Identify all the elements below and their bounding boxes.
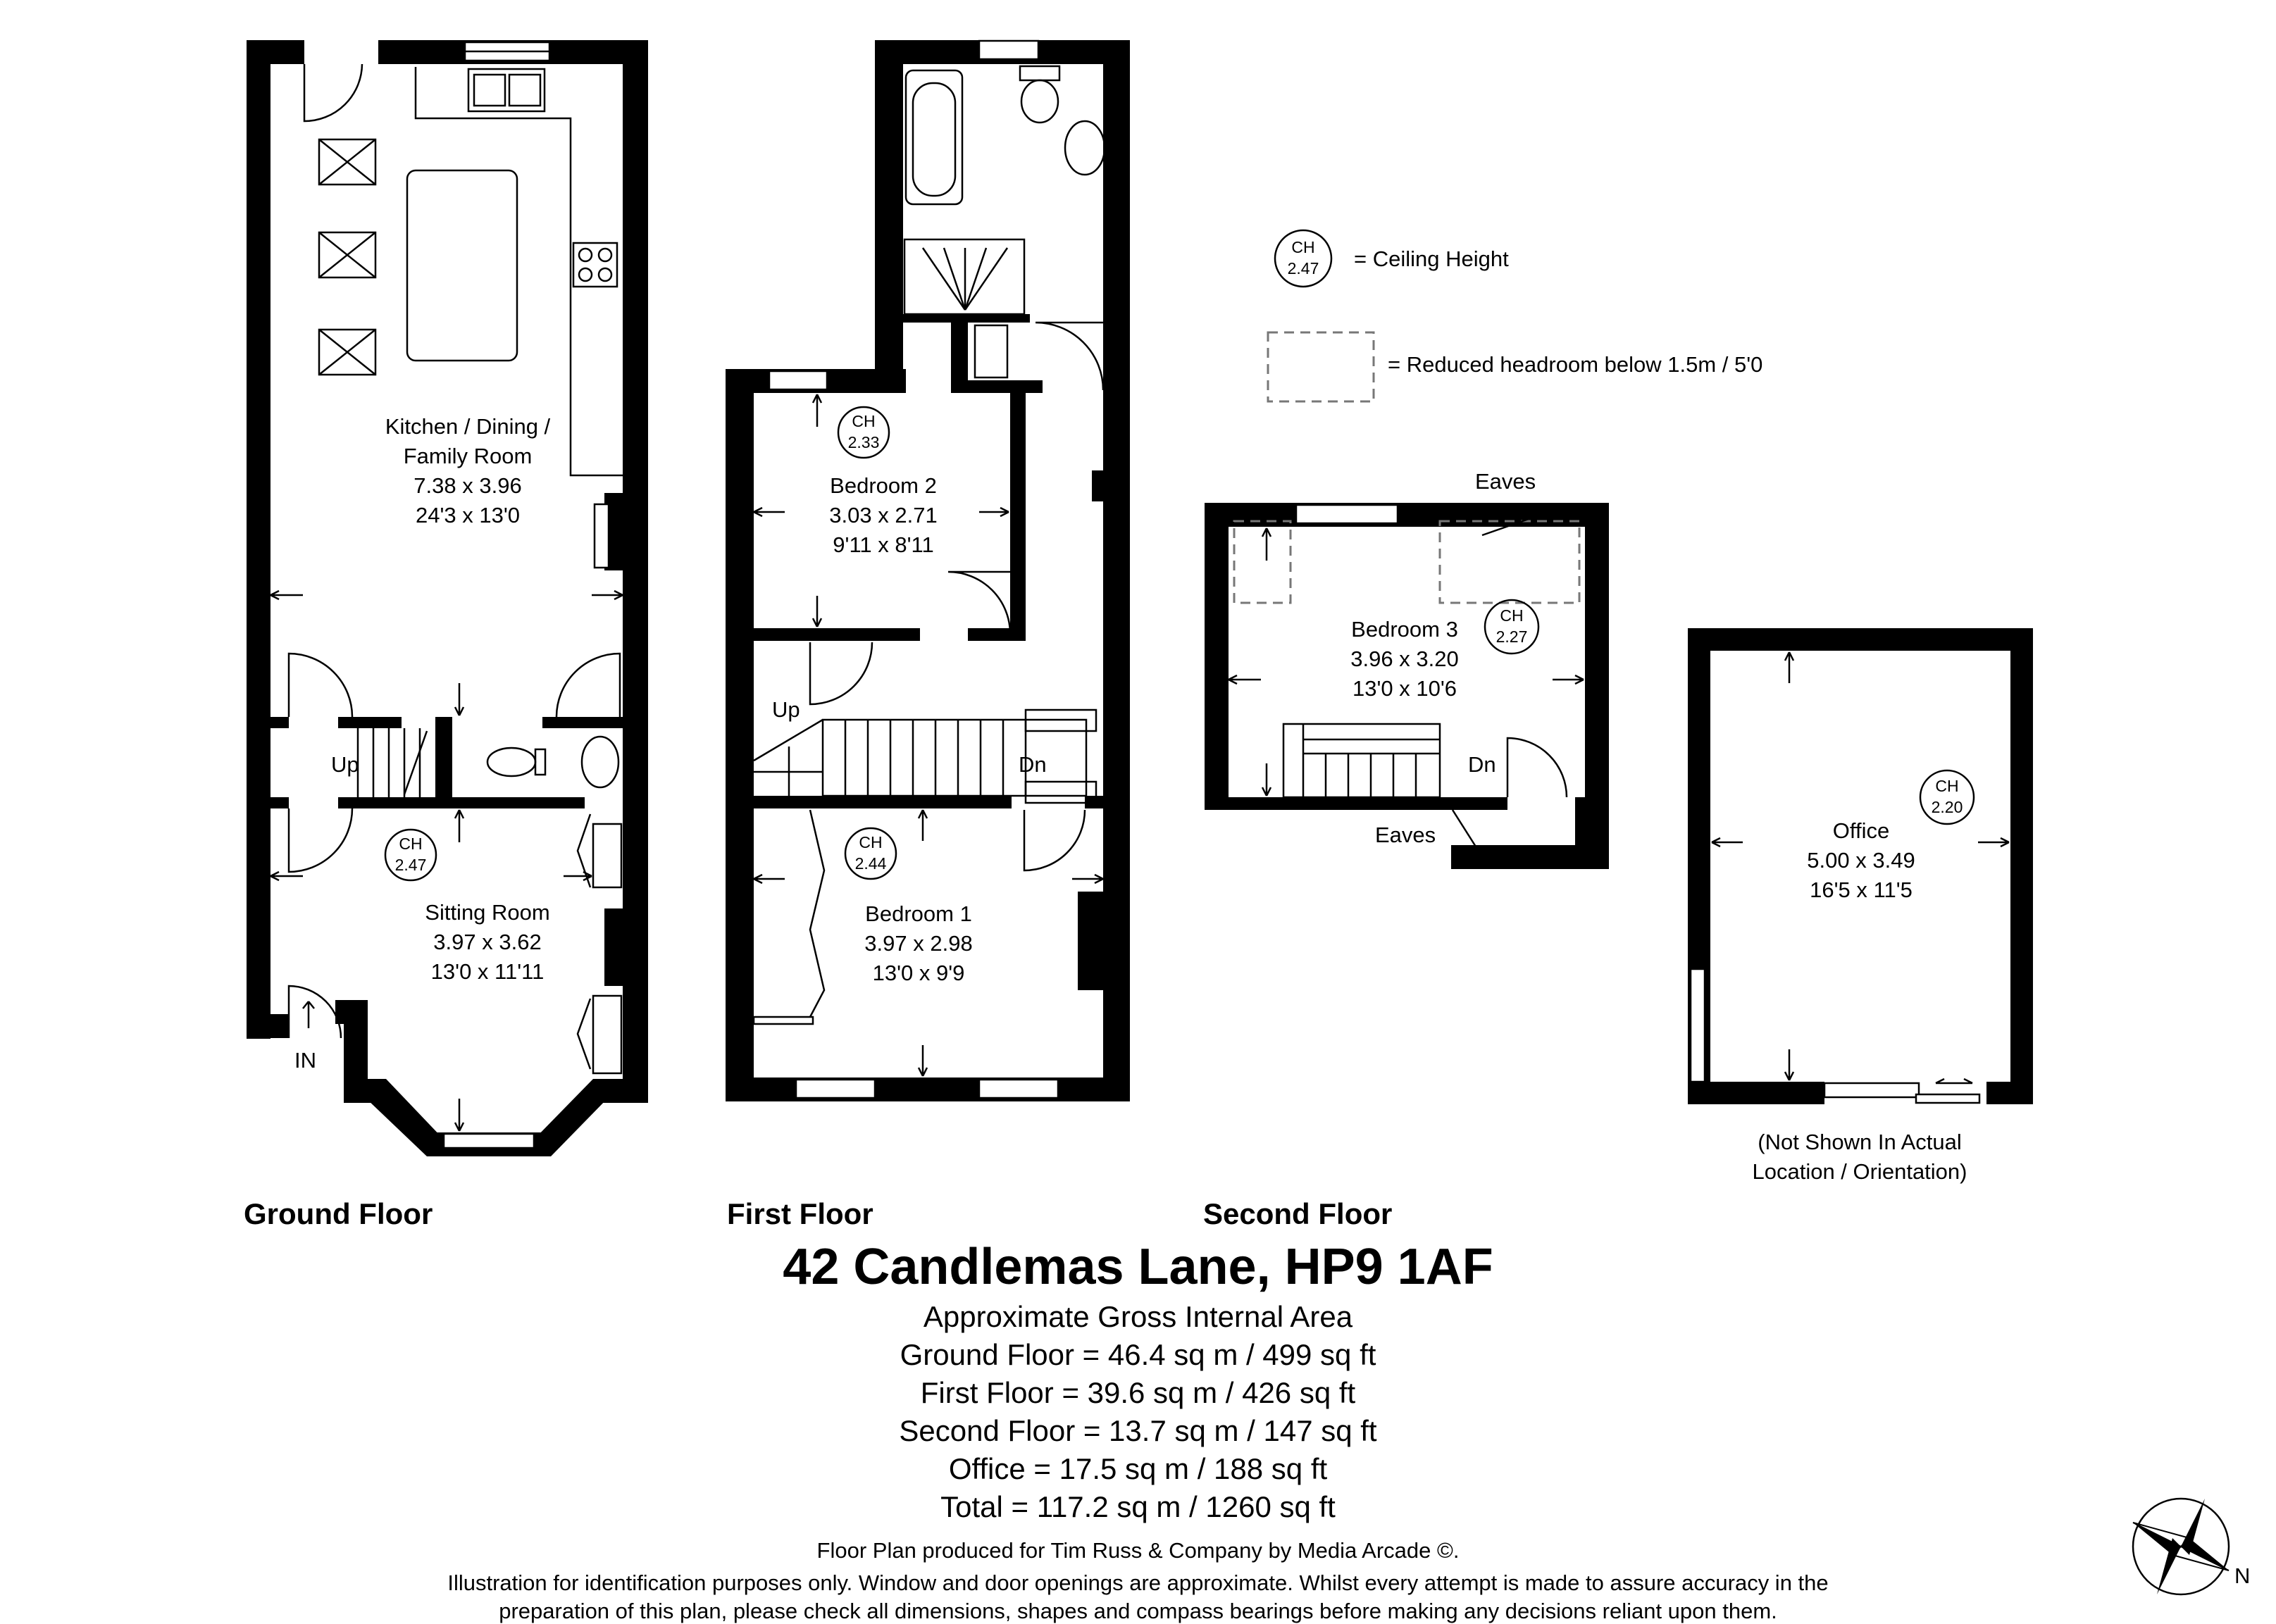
office-area: Office = 17.5 sq m / 188 sq ft (948, 1452, 1328, 1485)
disclaimer-line-2: preparation of this plan, please check all dimensions, shapes and compass bearings before making any decisions reliant upon them. (499, 1599, 1777, 1623)
legend-reduced-headroom-text: = Reduced headroom below 1.5m / 5'0 (1388, 352, 1763, 377)
second-floor-title: Second Floor (1203, 1197, 1393, 1230)
credit-line: Floor Plan produced for Tim Russ & Company by Media Arcade ©. (816, 1538, 1460, 1563)
bedroom3-name: Bedroom 3 (1351, 617, 1458, 642)
ground-stairs-up-label: Up (331, 752, 359, 777)
office-ch-value: 2.20 (1931, 798, 1963, 816)
office-note-line1: (Not Shown In Actual (1758, 1130, 1962, 1154)
office-plan (1688, 628, 2033, 1184)
bedroom1-ch-value: 2.44 (854, 854, 887, 873)
bedroom3-ch-value: 2.27 (1495, 627, 1528, 646)
first-stairs-up-label: Up (772, 697, 800, 722)
second-floor-plan (1203, 469, 1609, 1230)
first-floor-title: First Floor (727, 1197, 873, 1230)
entrance-label: IN (294, 1048, 316, 1073)
bedroom2-metric: 3.03 x 2.71 (829, 503, 938, 527)
ground-floor-title: Ground Floor (244, 1197, 433, 1230)
legend-ch-value: 2.47 (1287, 259, 1319, 277)
office-note-line2: Location / Orientation) (1752, 1159, 1967, 1184)
eaves-bottom-label: Eaves (1375, 823, 1436, 847)
first-floor-area: First Floor = 39.6 sq m / 426 sq ft (920, 1376, 1356, 1409)
north-label: N (2234, 1563, 2251, 1588)
second-floor-area: Second Floor = 13.7 sq m / 147 sq ft (899, 1414, 1377, 1447)
sitting-room-name: Sitting Room (425, 900, 550, 925)
eaves-top-label: Eaves (1475, 469, 1536, 494)
sitting-ch-value: 2.47 (394, 856, 427, 874)
office-ch-label: CH (1935, 777, 1959, 795)
bedroom3-imperial: 13'0 x 10'6 (1352, 676, 1457, 701)
disclaimer-line-1: Illustration for identification purposes only. Window and door openings are approximate. Whilst every attempt is made to assure accuracy in the (447, 1570, 1829, 1595)
kitchen-name-1: Kitchen / Dining / (385, 414, 551, 439)
sitting-room-imperial: 13'0 x 11'11 (430, 959, 545, 984)
office-metric: 5.00 x 3.49 (1807, 848, 1915, 873)
sitting-room-metric: 3.97 x 3.62 (433, 930, 542, 954)
property-address-title: 42 Candlemas Lane, HP9 1AF (783, 1239, 1493, 1295)
legend (1268, 230, 1762, 401)
bedroom3-ch-label: CH (1500, 606, 1524, 625)
bedroom1-imperial: 13'0 x 9'9 (872, 961, 965, 985)
bedroom2-ch-value: 2.33 (847, 433, 880, 451)
office-imperial: 16'5 x 11'5 (1810, 877, 1913, 902)
ground-floor-area: Ground Floor = 46.4 sq m / 499 sq ft (900, 1338, 1376, 1371)
bedroom2-name: Bedroom 2 (830, 473, 937, 498)
legend-ceiling-height-text: = Ceiling Height (1354, 246, 1509, 271)
bedroom1-name: Bedroom 1 (865, 901, 972, 926)
total-area: Total = 117.2 sq m / 1260 sq ft (940, 1490, 1336, 1523)
second-stairs-down-label: Dn (1468, 752, 1496, 777)
bedroom3-metric: 3.96 x 3.20 (1350, 647, 1459, 671)
bedroom1-ch-label: CH (859, 833, 883, 851)
gross-area-heading: Approximate Gross Internal Area (923, 1300, 1353, 1333)
office-name: Office (1832, 818, 1890, 843)
bedroom1-metric: 3.97 x 2.98 (864, 931, 973, 956)
bedroom2-imperial: 9'11 x 8'11 (833, 532, 934, 557)
first-floor-plan (726, 40, 1130, 1230)
ground-floor-plan (244, 40, 648, 1230)
sitting-ch-label: CH (399, 835, 423, 853)
kitchen-imperial: 24'3 x 13'0 (415, 503, 521, 527)
legend-ch-label: CH (1291, 238, 1315, 256)
kitchen-name-2: Family Room (403, 444, 533, 468)
kitchen-metric: 7.38 x 3.96 (413, 473, 522, 498)
bedroom2-ch-label: CH (852, 412, 876, 430)
first-stairs-down-label: Dn (1019, 752, 1047, 777)
